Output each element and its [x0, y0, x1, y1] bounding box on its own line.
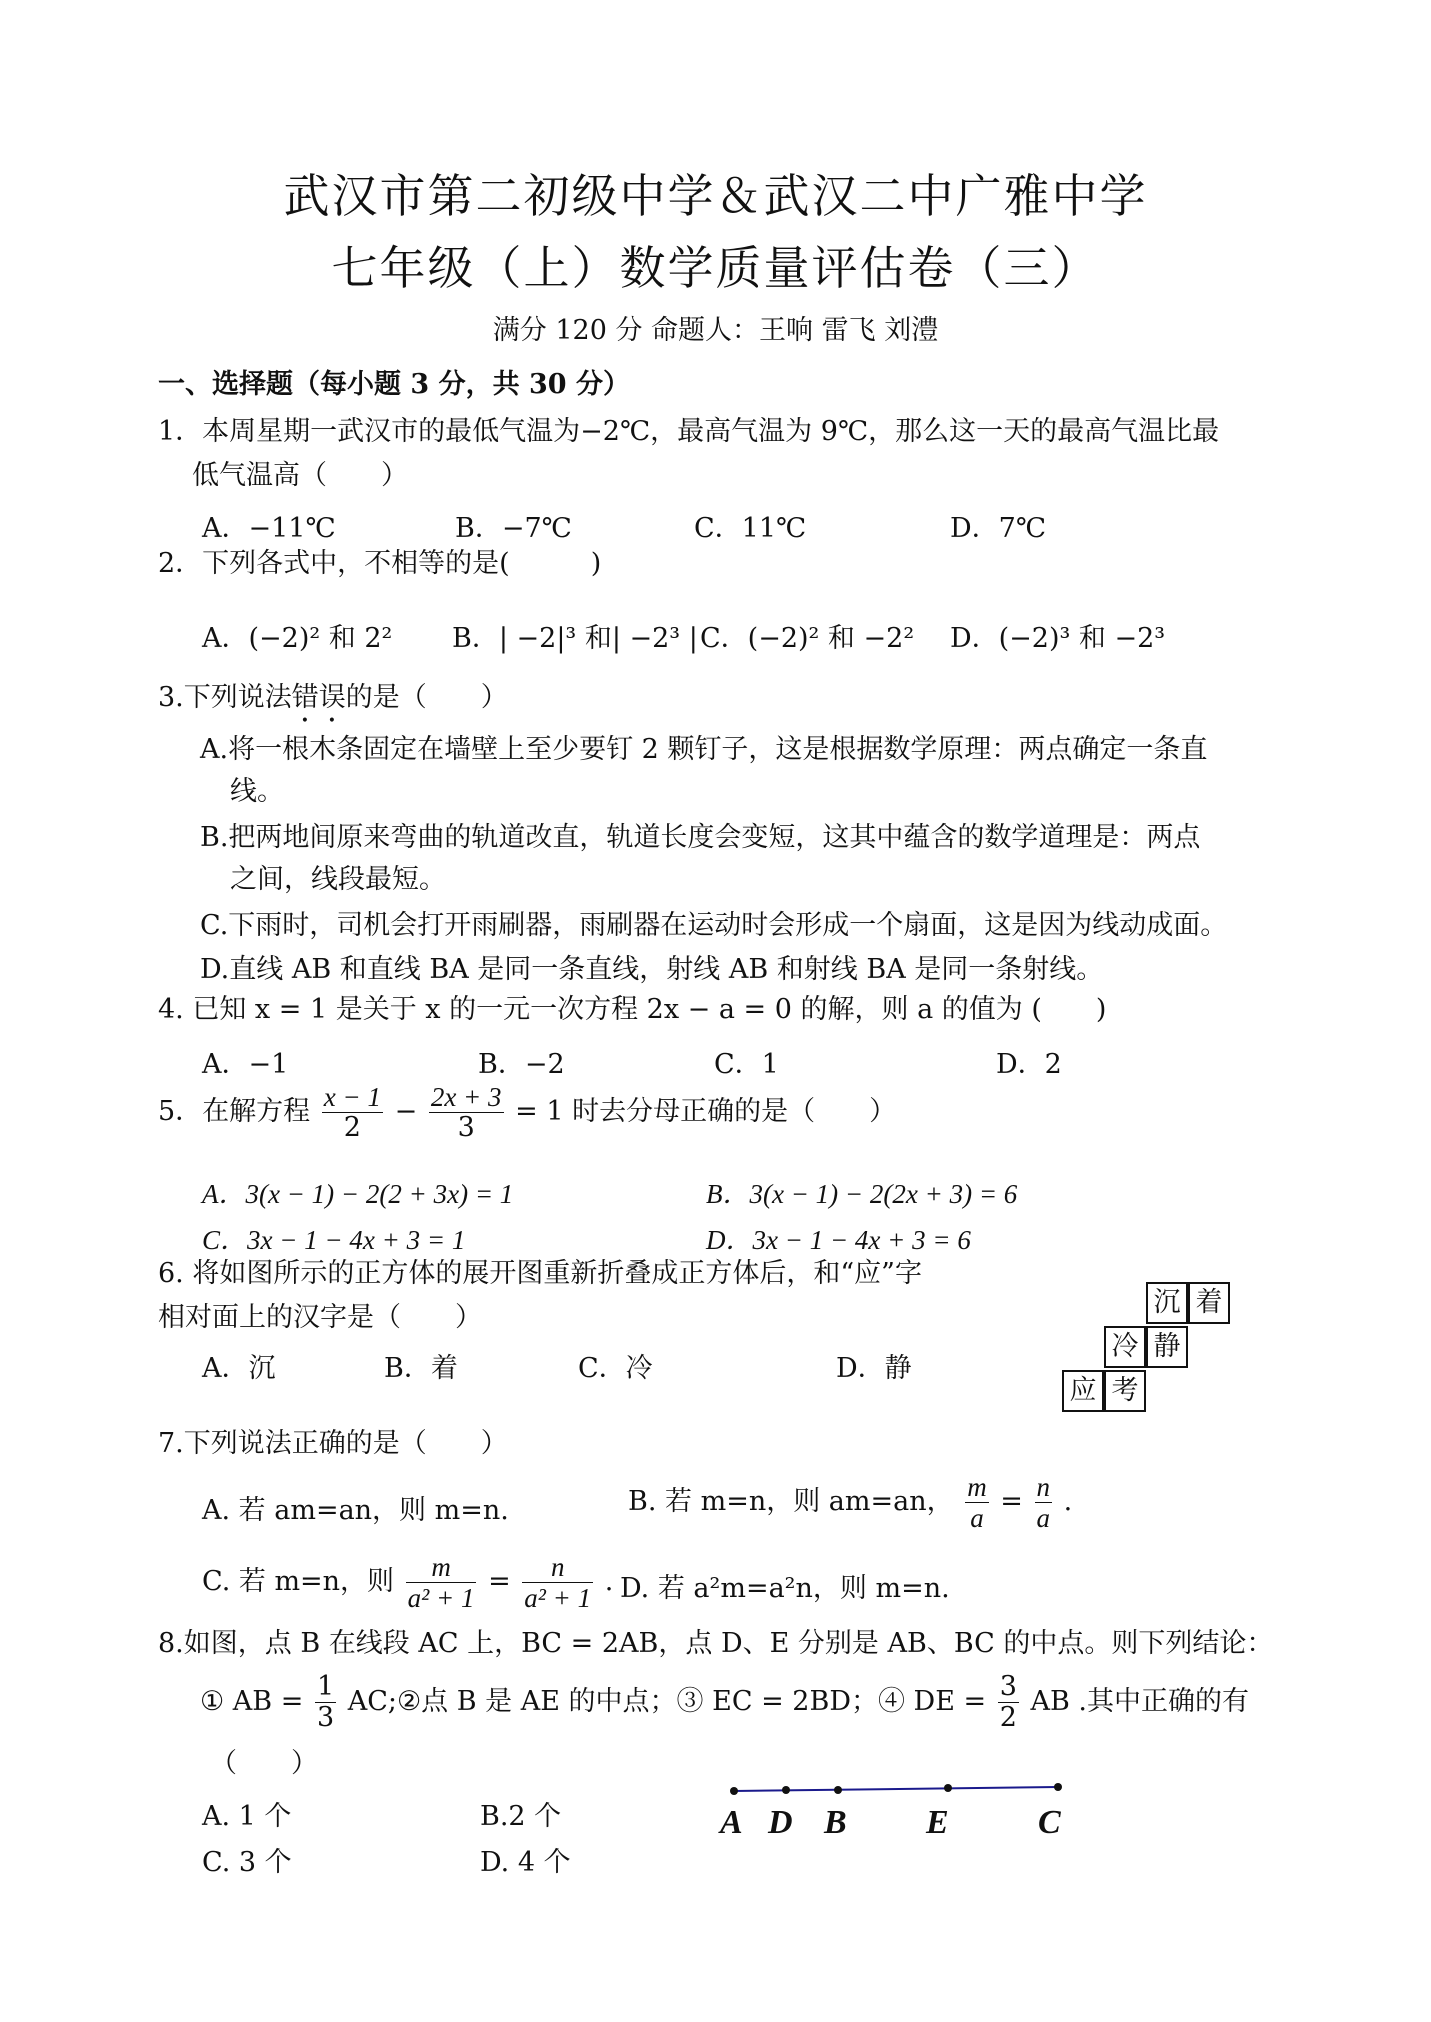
q3-option-b-line-2: 之间，线段最短。	[230, 864, 446, 895]
fraction: $\frac{n}{\text{a² + 1}}$	[524, 1552, 592, 1613]
q6-option-d: D．静	[836, 1353, 912, 1384]
q6-line-1: 6. 将如图所示的正方体的展开图重新折叠成正方体后，和“应”字	[158, 1258, 922, 1289]
point-c-label: C	[1038, 1804, 1061, 1841]
q1-option-d: D．7℃	[950, 513, 1047, 544]
cube-face-1: 沉	[1146, 1282, 1188, 1324]
q8-option-a: A. 1 个	[202, 1801, 292, 1832]
point-a-label: A	[720, 1804, 743, 1841]
q5-option-a: A．3(x − 1) − 2(2 + 3x) = 1	[202, 1179, 514, 1209]
fraction: $\frac{3}{2}$	[999, 1671, 1017, 1733]
q7-option-c: C. 若 m=n，则 $\frac{m}{\text{a² + 1}}$ = $\frac{n}{\text{a² + 1}}$ .	[202, 1552, 614, 1613]
q5-stem: 5．在解方程 $\frac{x - 1}{2}$ − $\frac{2x + 3}{3}$ = 1 时去分母正确的是（ ）	[158, 1082, 897, 1143]
meta-info: 满分 120 分 命题人：王响 雷飞 刘澧	[492, 315, 939, 346]
q1-option-b: B．−7℃	[455, 513, 572, 544]
cube-face-4: 静	[1146, 1326, 1188, 1368]
q5-option-c: C．3x − 1 − 4x + 3 = 1	[202, 1225, 466, 1255]
q8-answer-blank: （ ）	[210, 1748, 318, 1779]
q3-option-b-line-1: B.把两地间原来弯曲的轨道改直，轨道长度会变短，这其中蕴含的数学道理是：两点	[200, 822, 1201, 853]
q6-option-b: B．着	[384, 1353, 458, 1384]
q2-option-a: A．(−2)² 和 2²	[202, 623, 393, 654]
q7-option-d: D. 若 a²m=a²n，则 m=n.	[620, 1573, 950, 1604]
cube-face-6: 考	[1104, 1370, 1146, 1412]
title-line-2: 七年级（上）数学质量评估卷（三）	[331, 241, 1100, 295]
q2-option-c: C．(−2)² 和 −2²	[700, 623, 915, 654]
q1-option-c: C．11℃	[694, 513, 807, 544]
q6-option-a: A．沉	[202, 1353, 276, 1384]
q7-option-a: A. 若 am=an，则 m=n.	[202, 1495, 509, 1526]
title-line-1: 武汉市第二初级中学＆武汉二中广雅中学	[283, 169, 1148, 223]
cube-face-3: 冷	[1104, 1326, 1146, 1368]
q5-option-d: D．3x − 1 − 4x + 3 = 6	[706, 1225, 971, 1255]
q2-stem: 2．下列各式中，不相等的是( )	[158, 548, 602, 579]
emphasis-text: 错误	[291, 682, 346, 713]
q7-stem: 7.下列说法正确的是（ ）	[158, 1428, 508, 1459]
q4-option-d: D．2	[996, 1049, 1062, 1080]
fraction: $\frac{m}{a}$	[967, 1472, 987, 1533]
cube-net-figure	[1060, 1282, 1240, 1422]
q1-option-a: A．−11℃	[202, 513, 336, 544]
q8-option-b: B.2 个	[480, 1801, 562, 1832]
q8-option-c: C. 3 个	[202, 1847, 292, 1878]
q4-stem: 4. 已知 x = 1 是关于 x 的一元一次方程 2x − a = 0 的解，则 a 的值为 ( )	[158, 994, 1107, 1025]
segment-figure	[720, 1770, 1080, 1860]
q6-option-c: C．冷	[578, 1353, 653, 1384]
fraction: $\frac{n}{a}$	[1036, 1472, 1051, 1533]
q8-option-d: D. 4 个	[480, 1847, 571, 1878]
fraction: $\frac{1}{3}$	[316, 1671, 335, 1733]
q1-line-1: 1．本周星期一武汉市的最低气温为−2℃，最高气温为 9℃，那么这一天的最高气温比最	[158, 416, 1220, 447]
q4-option-b: B．−2	[478, 1049, 565, 1080]
q3-stem: 3.下列说法错误的是（ ）	[158, 682, 508, 713]
q2-option-b: B．| −2|³ 和| −2³ |	[452, 623, 698, 654]
point-b-label: B	[824, 1804, 847, 1841]
q1-line-2: 低气温高（ ）	[192, 460, 408, 491]
q3-option-c: C.下雨时，司机会打开雨刷器，雨刷器在运动时会形成一个扇面，这是因为线动成面。	[200, 910, 1228, 941]
q8-line-1: 8.如图，点 B 在线段 AC 上，BC = 2AB，点 D、E 分别是 AB、BC 的中点。则下列结论：	[158, 1628, 1274, 1659]
q4-option-a: A．−1	[202, 1049, 289, 1080]
q3-option-d: D.直线 AB 和直线 BA 是同一条直线，射线 AB 和射线 BA 是同一条射线。	[200, 954, 1104, 985]
q5-option-b: B．3(x − 1) − 2(2x + 3) = 6	[706, 1179, 1018, 1209]
fraction: $\frac{x - 1}{2}$	[323, 1082, 381, 1143]
q8-conclusions: ① AB = $\frac{1}{3}$ AC;②点 B 是 AE 的中点；③ EC = 2BD；④ DE = $\frac{3}{2}$ AB .其中正确的有	[200, 1671, 1249, 1733]
q3-option-a-line-1: A.将一根木条固定在墙壁上至少要钉 2 颗钉子，这是根据数学原理：两点确定一条直	[200, 734, 1208, 765]
q3-option-a-line-2: 线。	[230, 776, 284, 807]
cube-face-2: 着	[1188, 1282, 1230, 1324]
q6-line-2: 相对面上的汉字是（ ）	[158, 1302, 482, 1333]
section-heading: 一、选择题（每小题 3 分，共 30 分）	[158, 369, 630, 400]
fraction: $\frac{2x + 3}{3}$	[430, 1082, 502, 1143]
segment-line	[720, 1770, 1080, 1800]
q2-option-d: D．(−2)³ 和 −2³	[950, 623, 1166, 654]
cube-face-5: 应	[1062, 1370, 1104, 1412]
point-e-label: E	[926, 1804, 949, 1841]
q7-option-b: B. 若 m=n，则 am=an， $\frac{m}{a}$ = $\frac{n}{a}$ .	[628, 1472, 1073, 1533]
fraction: $\frac{m}{\text{a² + 1}}$	[407, 1552, 475, 1613]
q4-option-c: C．1	[714, 1049, 779, 1080]
point-d-label: D	[768, 1804, 793, 1841]
